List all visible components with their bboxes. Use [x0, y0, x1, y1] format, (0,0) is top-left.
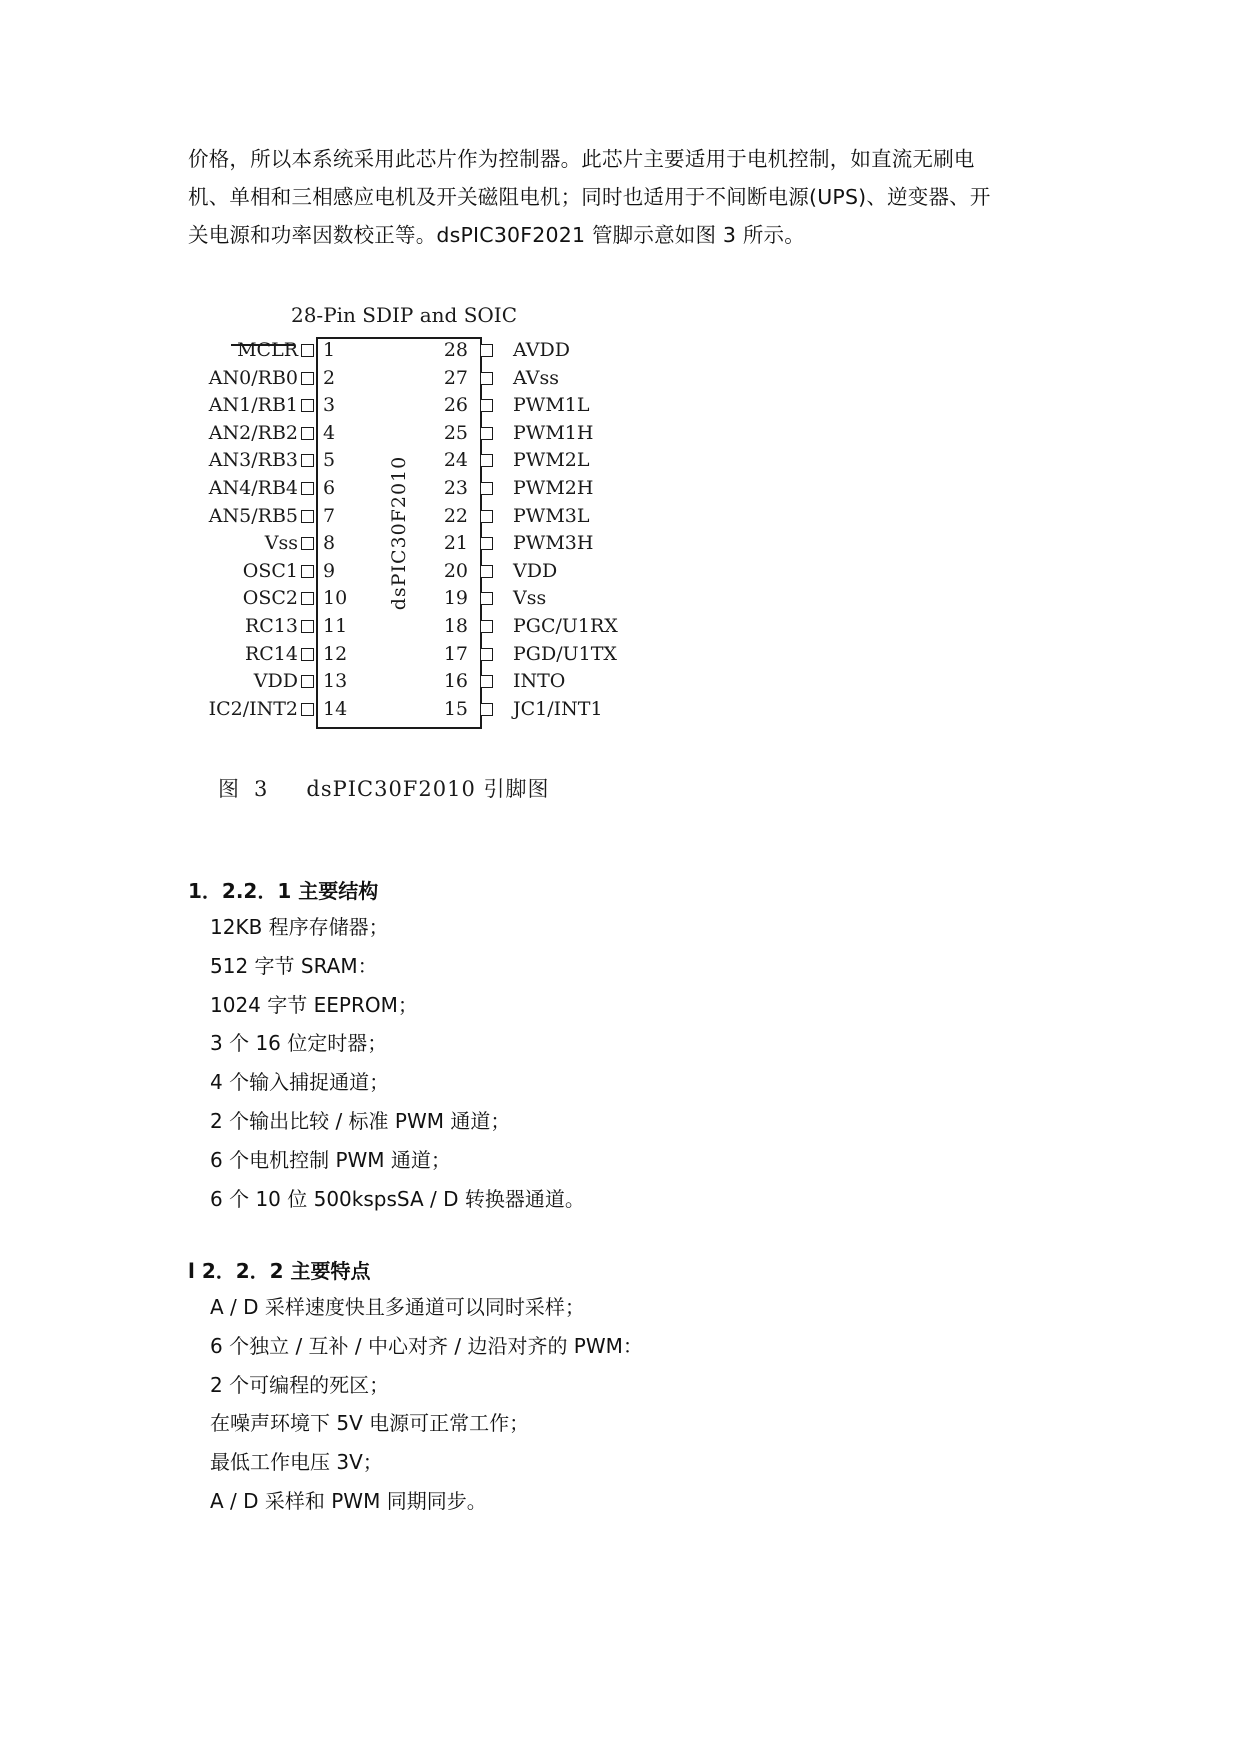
- right-pin-box: [480, 427, 493, 440]
- list-item: 2 个输出比较 / 标准 PWM 通道；: [210, 1108, 511, 1133]
- left-pin-name: AN0/RB0: [208, 366, 298, 389]
- intro-paragraph: [188, 140, 1068, 254]
- left-pin-box: [301, 592, 314, 605]
- left-pin-number: 11: [323, 615, 348, 637]
- right-pin-name: PWM2H: [513, 477, 594, 499]
- left-pin-name: Vss: [264, 532, 298, 555]
- right-pin-name: PWM3L: [513, 504, 590, 527]
- left-pin-number: 5: [323, 449, 336, 472]
- intro-line-1: 价格，所以本系统采用此芯片作为控制器。此芯片主要适用于电机控制，如直流无刷电: [188, 147, 975, 171]
- left-pin-box: [301, 620, 314, 633]
- right-pin-name: PGD/U1TX: [513, 642, 617, 665]
- left-pin-name: OSC2: [242, 587, 298, 610]
- right-pin-number: 24: [443, 449, 468, 472]
- right-pin-number: 17: [443, 642, 468, 665]
- list-item: 6 个 10 位 500kspsSA / D 转换器通道。: [210, 1186, 585, 1211]
- left-pin-name: AN2/RB2: [208, 421, 298, 444]
- right-pin-number: 25: [443, 421, 468, 444]
- left-pin-name: AN4/RB4: [208, 477, 298, 499]
- right-pin-name: PWM3H: [513, 532, 594, 555]
- left-pin-box: [301, 510, 314, 523]
- left-pin-number: 10: [323, 587, 348, 610]
- right-pin-name: VDD: [513, 559, 558, 582]
- right-pin-number: 26: [443, 394, 468, 417]
- right-pin-name: Vss: [513, 587, 547, 610]
- section-heading-features: l 2．2．2 主要特点: [188, 1259, 371, 1283]
- left-pin-number: 7: [323, 504, 336, 527]
- right-pin-number: 23: [443, 477, 468, 499]
- left-pin-name: RC13: [244, 615, 298, 637]
- left-pin-name: MCLR: [237, 339, 298, 361]
- left-pin-number: 14: [323, 697, 348, 720]
- left-pin-number: 13: [323, 670, 348, 693]
- right-pin-number: 15: [443, 697, 468, 720]
- left-pin-box: [301, 454, 314, 467]
- right-pin-box: [480, 482, 493, 495]
- right-pin-box: [480, 703, 493, 716]
- intro-line-2: 机、单相和三相感应电机及开关磁阻电机；同时也适用于不间断电源(UPS)、逆变器、开: [188, 185, 991, 209]
- right-pin-number: 16: [443, 670, 468, 693]
- right-pin-name: PWM2L: [513, 449, 590, 472]
- figure-title: 28-Pin SDIP and SOIC: [290, 303, 517, 327]
- left-pin-name: IC2/INT2: [208, 697, 298, 720]
- list-item: 12KB 程序存储器；: [210, 915, 389, 939]
- caption-prefix: 图: [218, 777, 240, 801]
- left-pin-box: [301, 399, 314, 412]
- left-pin-number: 9: [323, 559, 336, 582]
- left-pin-name: RC14: [244, 642, 298, 665]
- right-pin-box: [480, 648, 493, 661]
- list-item: A / D 采样速度快且多通道可以同时采样；: [210, 1295, 585, 1319]
- left-pin-number: 6: [323, 477, 336, 499]
- right-pin-box: [480, 454, 493, 467]
- right-pin-box: [480, 344, 493, 357]
- list-item: 6 个电机控制 PWM 通道；: [210, 1147, 451, 1172]
- left-pin-number: 1: [323, 339, 336, 361]
- right-pin-box: [480, 675, 493, 688]
- list-item: 6 个独立 / 互补 / 中心对齐 / 边沿对齐的 PWM：: [210, 1333, 643, 1358]
- right-pin-box: [480, 510, 493, 523]
- list-item: 3 个 16 位定时器；: [210, 1031, 388, 1056]
- left-pin-box: [301, 648, 314, 661]
- right-pin-name: JC1/INT1: [513, 697, 603, 720]
- right-pin-number: 18: [443, 615, 468, 637]
- list-item: 1024 字节 EEPROM；: [210, 992, 418, 1017]
- left-pin-box: [301, 675, 314, 688]
- left-pin-box: [301, 372, 314, 385]
- list-item: 最低工作电压 3V；: [210, 1450, 383, 1475]
- left-pin-number: 12: [323, 642, 348, 665]
- left-pin-name: VDD: [253, 670, 298, 693]
- left-pin-box: [301, 537, 314, 550]
- section-heading-structure: 1．2.2．1 主要结构: [188, 879, 379, 903]
- right-pin-number: 20: [443, 559, 468, 582]
- right-pin-box: [480, 592, 493, 605]
- caption-number: 3: [254, 777, 269, 801]
- right-pin-number: 22: [443, 504, 468, 527]
- caption-text: dsPIC30F2010 引脚图: [306, 777, 550, 801]
- left-pin-box: [301, 427, 314, 440]
- list-item: A / D 采样和 PWM 同期同步。: [210, 1488, 487, 1513]
- right-pin-box: [480, 565, 493, 578]
- left-pin-box: [301, 344, 314, 357]
- right-pin-number: 28: [443, 339, 468, 361]
- list-item: 4 个输入捕捉通道；: [210, 1070, 390, 1095]
- right-pin-box: [480, 372, 493, 385]
- figure-caption: [218, 773, 550, 803]
- left-pin-name: AN1/RB1: [208, 394, 298, 417]
- list-item: 2 个可编程的死区；: [210, 1372, 390, 1397]
- left-pin-number: 8: [323, 532, 336, 555]
- structure-list: [210, 908, 585, 1218]
- right-pin-name: INTO: [513, 670, 566, 693]
- right-pin-box: [480, 399, 493, 412]
- left-pin-name: AN5/RB5: [208, 504, 298, 527]
- right-pin-box: [480, 537, 493, 550]
- left-pin-number: 3: [323, 394, 336, 417]
- left-pin-box: [301, 703, 314, 716]
- right-pin-number: 19: [443, 587, 468, 610]
- left-pin-number: 4: [323, 421, 336, 444]
- right-pin-name: PGC/U1RX: [513, 615, 618, 637]
- left-pin-box: [301, 565, 314, 578]
- left-pin-name: OSC1: [242, 559, 298, 582]
- right-pin-number: 27: [443, 366, 468, 389]
- right-pin-name: AVDD: [513, 339, 570, 361]
- list-item: 512 字节 SRAM：: [210, 953, 378, 978]
- chip-label: dsPIC30F2010: [388, 455, 410, 611]
- left-pin-number: 2: [323, 366, 336, 389]
- right-pin-name: AVss: [513, 366, 559, 389]
- features-list: [210, 1288, 643, 1521]
- right-pin-number: 21: [443, 532, 468, 555]
- list-item: 在噪声环境下 5V 电源可正常工作；: [210, 1411, 530, 1436]
- left-pin-name: AN3/RB3: [208, 449, 298, 472]
- right-pin-name: PWM1L: [513, 394, 590, 417]
- right-pin-box: [480, 620, 493, 633]
- intro-line-3: 关电源和功率因数校正等。dsPIC30F2021 管脚示意如图 3 所示。: [188, 223, 805, 247]
- pinout-figure: [188, 295, 620, 815]
- right-pin-name: PWM1H: [513, 421, 594, 444]
- left-pin-box: [301, 482, 314, 495]
